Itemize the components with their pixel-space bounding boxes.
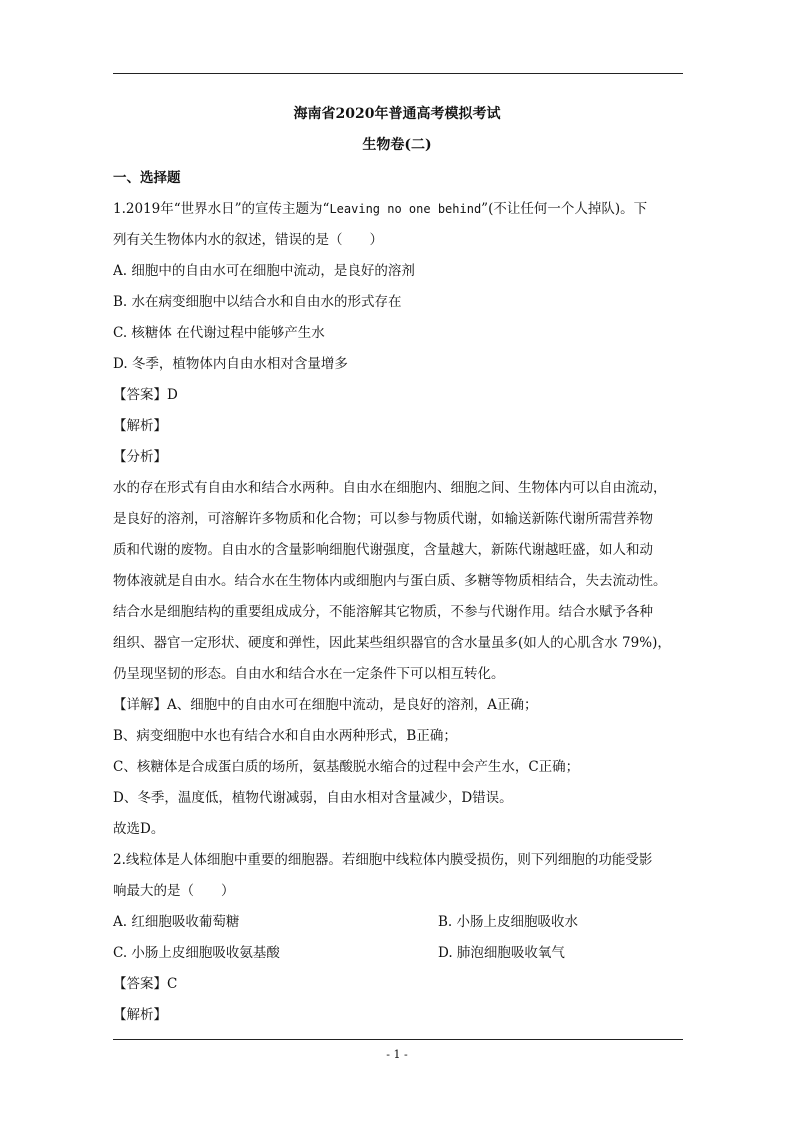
q1-fenxi-line: 物体液就是自由水。结合水在生物体内或细胞内与蛋白质、多糖等物质相结合，失去流动性。	[113, 573, 667, 589]
q2-stem-line-2: 响最大的是（ ）	[113, 883, 235, 899]
q1-detail-line-d: D、冬季，温度低，植物代谢减弱，自由水相对含量减少，D错误。	[113, 790, 513, 806]
q1-option-d: D. 冬季，植物体内自由水相对含量增多	[113, 356, 348, 372]
q1-detail-line-b: B、病变细胞中水也有结合水和自由水两种形式，B正确；	[113, 728, 457, 744]
footer-rule	[113, 1039, 683, 1040]
section-heading: 一、选择题	[113, 170, 181, 186]
q1-stem-english: Leaving no one behind	[329, 202, 482, 216]
q1-fenxi-line: 仍呈现坚韧的形态。自由水和结合水在一定条件下可以相互转化。	[113, 666, 505, 682]
q1-fenxi-heading: 【分析】	[113, 449, 167, 465]
q1-fenxi-line: 组织、器官一定形状、硬度和弹性，因此某些组织器官的含水量虽多(如人的心肌含水 79%)，	[113, 635, 671, 651]
q2-option-c: C. 小肠上皮细胞吸收氨基酸	[113, 945, 280, 961]
q1-stem-line-2: 列有关生物体内水的叙述，错误的是（ ）	[113, 232, 383, 248]
q2-option-b: B. 小肠上皮细胞吸收水	[438, 914, 579, 930]
q1-stem-line-1: 1.2019年“世界水日”的宣传主题为“Leaving no one behind”(不让任何一个人掉队)。下	[113, 201, 648, 217]
document-body	[113, 163, 683, 1031]
page-number: - 1 -	[386, 1048, 408, 1061]
q2-stem-line-1: 2.线粒体是人体细胞中重要的细胞器。若细胞中线粒体内膜受损伤，则下列细胞的功能受影	[113, 852, 653, 868]
q1-detail-heading: 【详解】	[113, 697, 167, 713]
exam-title: 海南省2020年普通高考模拟考试	[293, 106, 501, 122]
q1-fenxi-line: 是良好的溶剂，可溶解许多物质和化合物；可以参与物质代谢，如输送新陈代谢所需营养物	[113, 511, 653, 527]
q2-options-row-2	[113, 938, 683, 969]
q1-fenxi-line: 水的存在形式有自由水和结合水两种。自由水在细胞内、细胞之间、生物体内可以自由流动，	[113, 480, 667, 496]
exam-subtitle: 生物卷(二)	[362, 137, 432, 153]
q2-answer: 【答案】C	[113, 976, 178, 992]
header-rule	[113, 73, 683, 74]
q1-fenxi-line: 结合水是细胞结构的重要组成成分，不能溶解其它物质，不参与代谢作用。结合水赋予各种	[113, 604, 653, 620]
q2-analysis-heading: 【解析】	[113, 1007, 167, 1023]
q2-options-row-1	[113, 907, 683, 938]
q1-option-a: A. 细胞中的自由水可在细胞中流动，是良好的溶剂	[113, 263, 415, 279]
q1-fenxi-line: 质和代谢的废物。自由水的含量影响细胞代谢强度，含量越大，新陈代谢越旺盛，如人和动	[113, 542, 653, 558]
q1-option-b: B. 水在病变细胞中以结合水和自由水的形式存在	[113, 294, 402, 310]
q1-answer: 【答案】D	[113, 387, 178, 403]
q1-option-c: C. 核糖体 在代谢过程中能够产生水	[113, 325, 325, 341]
q1-detail-line-a: 【详解】A、细胞中的自由水可在细胞中流动，是良好的溶剂，A正确；	[113, 697, 538, 713]
q1-conclusion: 故选D。	[113, 821, 165, 837]
q2-option-d: D. 肺泡细胞吸收氧气	[438, 945, 565, 961]
q1-analysis-heading: 【解析】	[113, 418, 167, 434]
q2-option-a: A. 红细胞吸收葡萄糖	[113, 914, 240, 930]
q1-detail-line-c: C、核糖体是合成蛋白质的场所，氨基酸脱水缩合的过程中会产生水，C正确；	[113, 759, 580, 775]
